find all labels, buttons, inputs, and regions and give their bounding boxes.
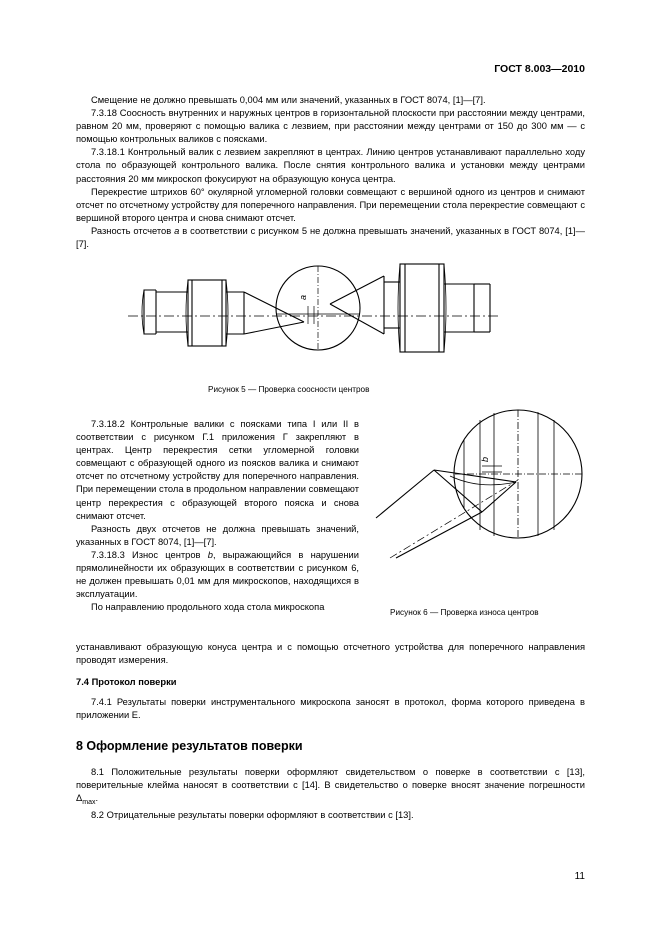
figure-5-diagram xyxy=(128,258,498,368)
section-7-4-text xyxy=(76,696,585,722)
left-text-block xyxy=(76,418,359,614)
figure-6-caption: Рисунок 6 — Проверка износа центров xyxy=(390,608,539,617)
section-7-4-heading: 7.4 Протокол поверки xyxy=(76,677,177,687)
paragraph: 7.3.18.2 Контрольные валики с поясками типа I или II в соответствии с рисунком Г.1 приложения Г закрепляют в центрах. Центр перекрестия сетки угломерной головки совмещают с образующей одного из поясков валика и снимают отсчет по отсчетному устройству для поперечного направления. При перемещении стола в продольном направлении совмещают центр перекрестия с образующей второго пояска и снова снимают отсчет. xyxy=(76,419,359,521)
figure-6-diagram xyxy=(370,408,595,573)
paragraph: 7.3.18.1 Контрольный валик с лезвием закрепляют в центрах. Линию центров устанавливают параллельно ходу стола по образующей контрольного валика. После снятия контрольного валика и установки между центрами расстояния 20 мм микроскоп фокусируют на образующую конуса центра. xyxy=(76,147,585,184)
paragraph: Разность отсчетов a в соответствии с рисунком 5 не должна превышать значений, указанных в ГОСТ 8074, [1]—[7]. xyxy=(76,225,585,250)
paragraph: 7.4.1 Результаты поверки инструментального микроскопа заносят в протокол, форма которого приведена в приложении Е. xyxy=(76,697,585,721)
paragraph: Смещение не должно превышать 0,004 мм или значений, указанных в ГОСТ 8074, [1]—[7]. xyxy=(91,95,486,105)
section-8-text xyxy=(76,766,585,822)
paragraph: 8.2 Отрицательные результаты поверки оформляют в соответствии с [13]. xyxy=(91,810,414,821)
document-header: ГОСТ 8.003—2010 xyxy=(494,63,585,75)
paragraph: устанавливают образующую конуса центра и с помощью отсчетного устройства для поперечного направления проводят измерения. xyxy=(76,642,585,666)
paragraph: Разность двух отсчетов не должна превышать значений, указанных в ГОСТ 8074, [1]—[7]. xyxy=(76,523,359,547)
paragraph: 8.1 Положительные результаты поверки оформляют свидетельством о поверке в соответствии с [13], поверительные клейма наносят в соответствии с [14]. В свидетельство о поверке вносят значение погрешности $\Delta_{max}$. xyxy=(76,767,585,807)
figure-5-caption: Рисунок 5 — Проверка соосности центров xyxy=(208,385,370,394)
top-text-block xyxy=(76,94,585,251)
paragraph: 7.3.18.3 Износ центров b, выражающийся в нарушении прямолинейности их образующих в соответствии с рисунком 6, не должен превышать 0,01 мм для микроскопов, находящихся в эксплуатации. xyxy=(76,549,359,600)
paragraph: По направлению продольного хода стола микроскопа xyxy=(91,602,325,613)
figure-5-label: a xyxy=(298,294,308,300)
paragraph: Перекрестие штрихов 60° окулярной угломерной головки совмещают с вершиной одного из центров и снимают отсчет по отсчетному устройству для поперечного направления. При перемещении стола перекрестие совмещают с вершиной второго центра и снова снимают отсчет. xyxy=(76,186,585,223)
continued-text xyxy=(76,641,585,667)
figure-6-label: b xyxy=(480,456,490,462)
paragraph: 7.3.18 Соосность внутренних и наружных центров в горизонтальной плоскости при расстоянии между центрами, равном 20 мм, проверяют с помощью валика с лезвием, при расстоянии между центрами от 150 до 300 мм — с помощью контрольных валиков с поясками. xyxy=(76,108,585,145)
section-8-heading: 8 Оформление результатов поверки xyxy=(76,739,303,753)
page-number: 11 xyxy=(574,871,585,882)
